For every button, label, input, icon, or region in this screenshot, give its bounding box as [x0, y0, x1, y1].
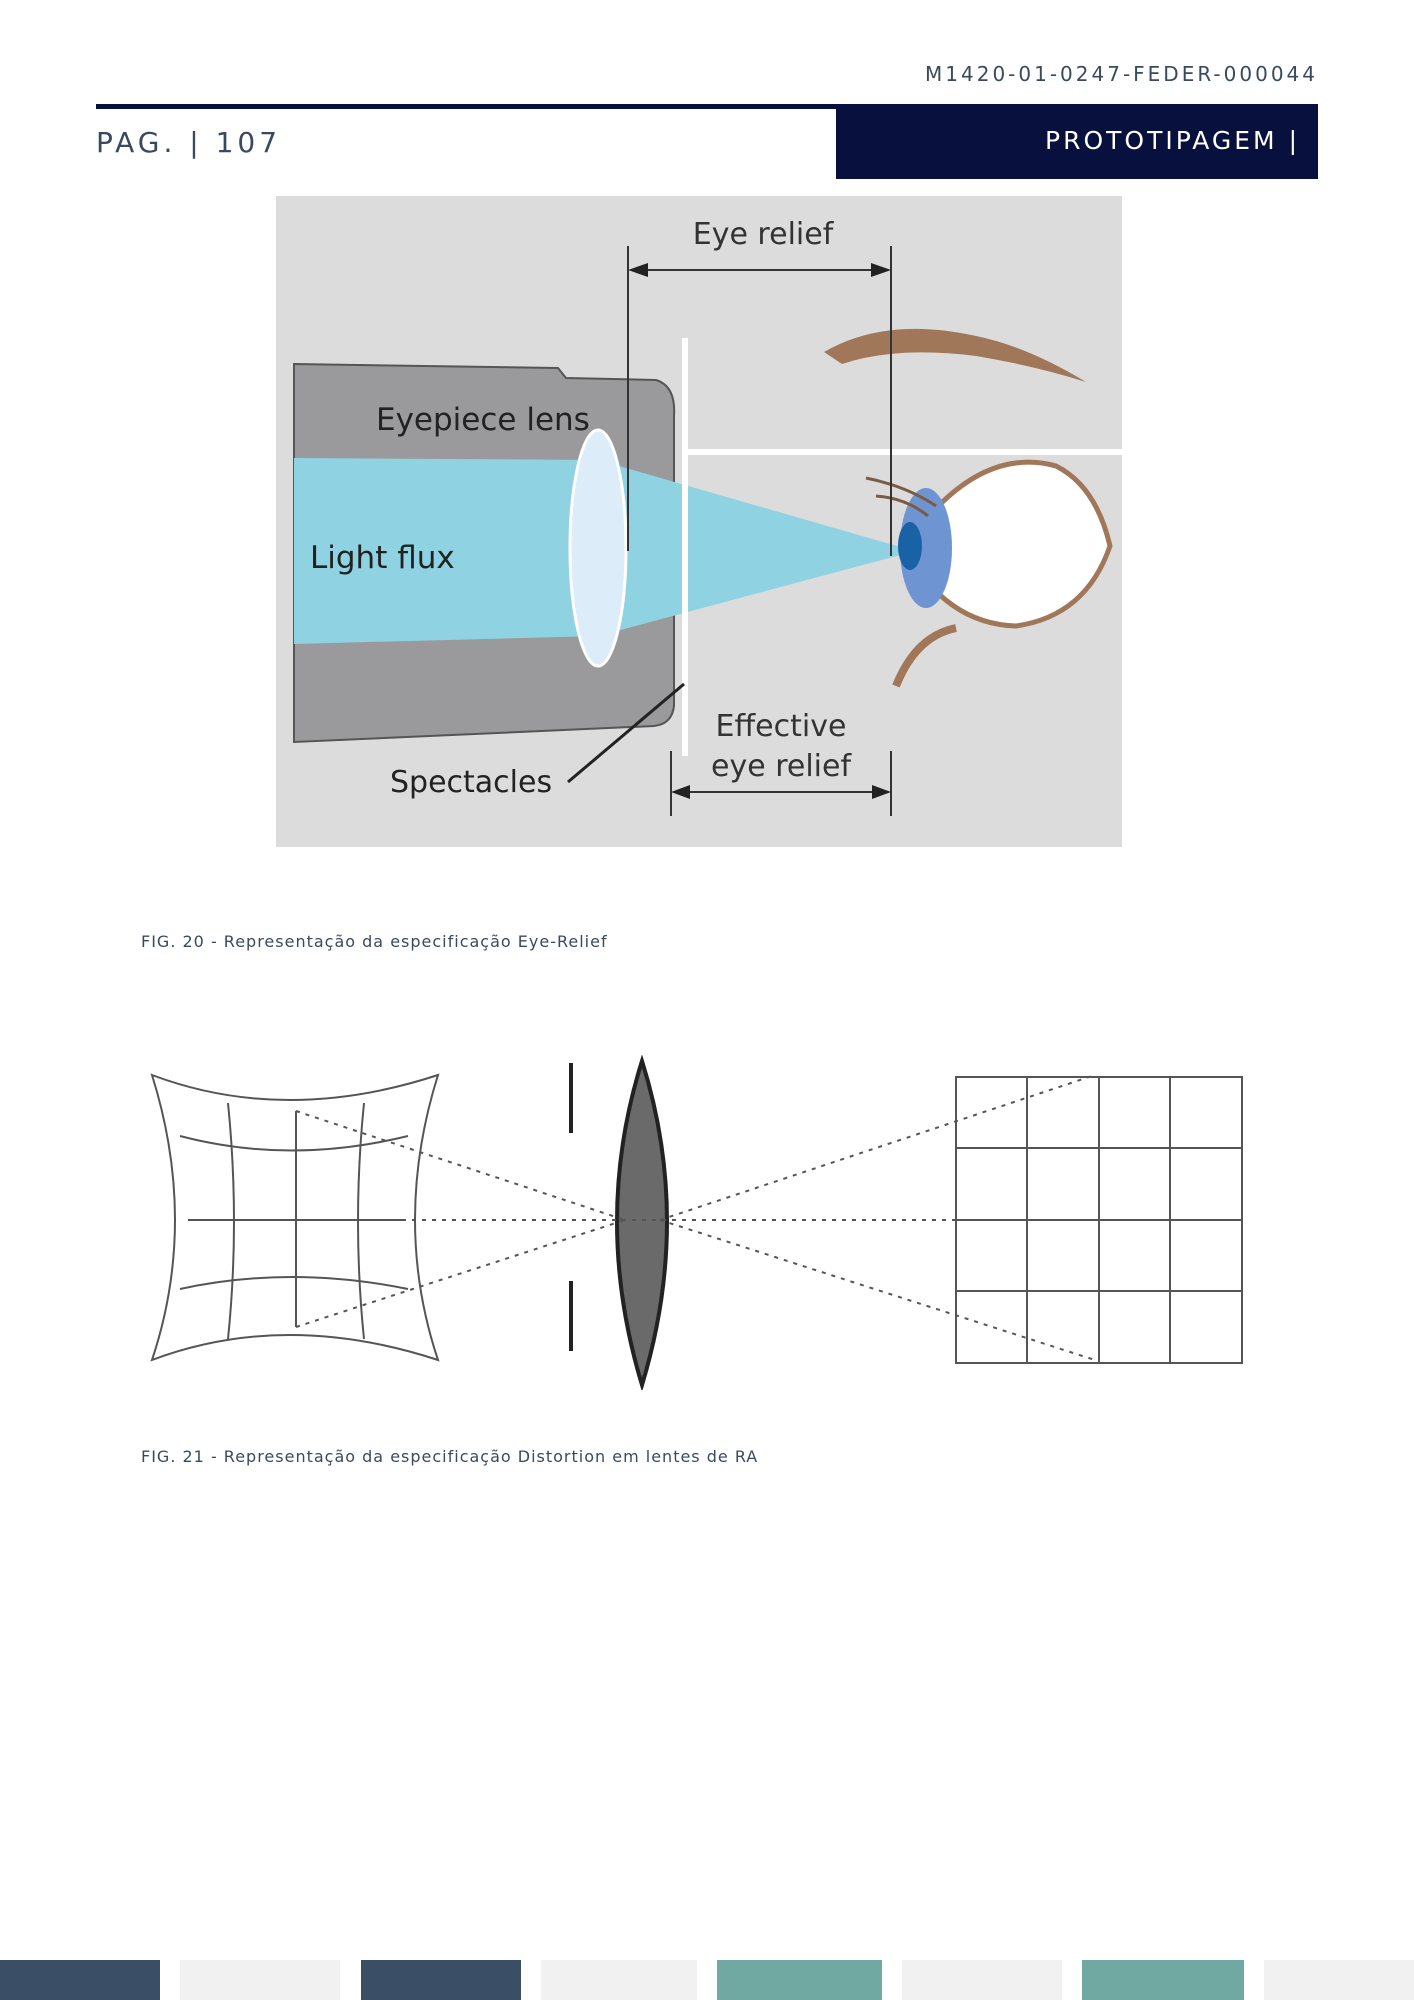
label-eyepiece-lens: Eyepiece lens: [376, 402, 590, 438]
label-light-flux: Light flux: [310, 540, 455, 576]
footer-bar: [902, 1960, 1062, 2000]
eye-relief-figure: [276, 196, 1122, 847]
footer-bar: [180, 1960, 340, 2000]
footer-bar: [1082, 1960, 1244, 2000]
figure-20-caption: FIG. 20 - Representação da especificação Eye-Relief: [141, 932, 608, 951]
page-number: PAG. | 107: [96, 126, 282, 159]
label-effective: Effective: [715, 709, 847, 744]
document-code: M1420-01-0247-FEDER-000044: [925, 62, 1318, 86]
convex-lens: [617, 1061, 667, 1385]
footer-bar: [717, 1960, 882, 2000]
footer-bar: [541, 1960, 697, 2000]
eyepiece-lens-shape: [570, 430, 626, 666]
spectacles-shape: [682, 338, 688, 756]
footer-bar: [0, 1960, 160, 2000]
label-effective-eye-relief: eye relief: [710, 749, 852, 784]
label-eye-relief: Eye relief: [692, 217, 834, 252]
section-title: PROTOTIPAGEM |: [1045, 126, 1300, 155]
footer-bar: [1264, 1960, 1414, 2000]
section-banner: [836, 104, 1318, 179]
distortion-figure: [140, 1055, 1250, 1390]
label-spectacles: Spectacles: [390, 765, 553, 800]
figure-21-caption: FIG. 21 - Representação da especificação Distortion em lentes de RA: [141, 1447, 759, 1466]
footer-bar: [361, 1960, 521, 2000]
